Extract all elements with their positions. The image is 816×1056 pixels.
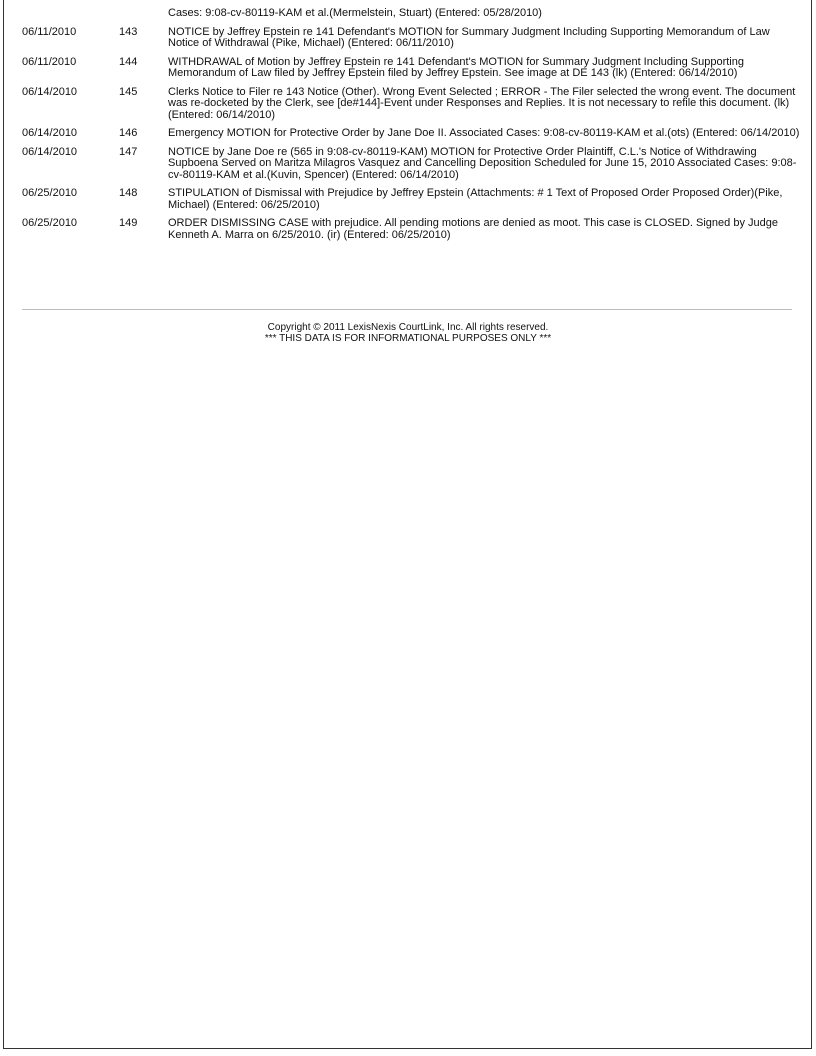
entry-number: 147 [119, 145, 138, 158]
page-footer [0, 322, 816, 344]
entry-date: 06/11/2010 [22, 55, 77, 68]
entry-number: 144 [119, 55, 138, 68]
entry-date: 06/25/2010 [22, 187, 78, 199]
entry-date: 06/14/2010 [22, 85, 78, 98]
docket-entry [22, 87, 800, 122]
docket-entry [22, 128, 800, 140]
docket-entry-continued [22, 8, 800, 20]
docket-entry [22, 57, 800, 80]
docket-entries [22, 8, 800, 248]
entry-date: 06/14/2010 [22, 145, 78, 158]
entry-number: 145 [119, 85, 138, 98]
entry-text: Cases: 9:08-cv-80119-KAM et al.(Mermelstein, Stuart) (Entered: 05/28/2010) [168, 7, 542, 19]
entry-number: 146 [119, 127, 138, 139]
entry-text: ORDER DISMISSING CASE with prejudice. All pending motions are denied as moot. This case is CLOSED. Signed by Judge Kenneth A. Marra on 6/25/2010. (ir) (Entered: 06/25/2010) [168, 217, 778, 241]
entry-date: 06/25/2010 [22, 217, 78, 229]
entry-date: 06/14/2010 [22, 127, 78, 139]
docket-entry [22, 188, 800, 211]
docket-entry [22, 27, 800, 50]
entry-number: 143 [119, 25, 138, 38]
docket-entry [22, 218, 800, 241]
entry-text: Clerks Notice to Filer re 143 Notice (Other). Wrong Event Selected ; ERROR - The Filer selected the wrong event. The document was re-docketed by the Clerk, see [de#144]-Event under Responses and Replies. It is not necessary to refile this document. (lk) (Entered: 06/14/2010) [168, 85, 796, 121]
entry-number: 148 [119, 187, 138, 199]
entry-number: 149 [119, 217, 138, 229]
entry-text: NOTICE by Jeffrey Epstein re 141 Defendant's MOTION for Summary Judgment Including Supporting Memorandum of Law Notice of Withdrawal (Pike, Michael) (Entered: 06/11/2010) [168, 25, 770, 49]
entry-text: WITHDRAWAL of Motion by Jeffrey Epstein re 141 Defendant's MOTION for Summary Judgment Including Supporting Memorandum of Law filed by Jeffrey Epstein filed by Jeffrey Epstein. See image at DE 143 (lk) (Entered: 06/14/2010) [168, 55, 744, 79]
docket-entry [22, 147, 800, 182]
entry-text: NOTICE by Jane Doe re (565 in 9:08-cv-80119-KAM) MOTION for Protective Order Plaintiff, C.L.'s Notice of Withdrawing Supboena Served on Maritza Milagros Vasquez and Cancelling Deposition Scheduled for June 15, 2010 Associated Cases: 9:08-cv-80119-KAM et al.(Kuvin, Spencer) (Entered: 06/14/2010) [168, 145, 797, 181]
entry-date: 06/11/2010 [22, 25, 77, 38]
entry-text: Emergency MOTION for Protective Order by Jane Doe II. Associated Cases: 9:08-cv-80119-KAM et al.(ots) (Entered: 06/14/2010) [168, 127, 800, 139]
entry-text: STIPULATION of Dismissal with Prejudice by Jeffrey Epstein (Attachments: # 1 Text of Proposed Order Proposed Order)(Pike, Michael) (Entered: 06/25/2010) [168, 187, 783, 211]
footer-divider [22, 309, 792, 310]
informational-disclaimer: *** THIS DATA IS FOR INFORMATIONAL PURPOSES ONLY *** [264, 333, 552, 344]
copyright-notice: Copyright © 2011 LexisNexis CourtLink, Inc. All rights reserved. [267, 322, 549, 333]
